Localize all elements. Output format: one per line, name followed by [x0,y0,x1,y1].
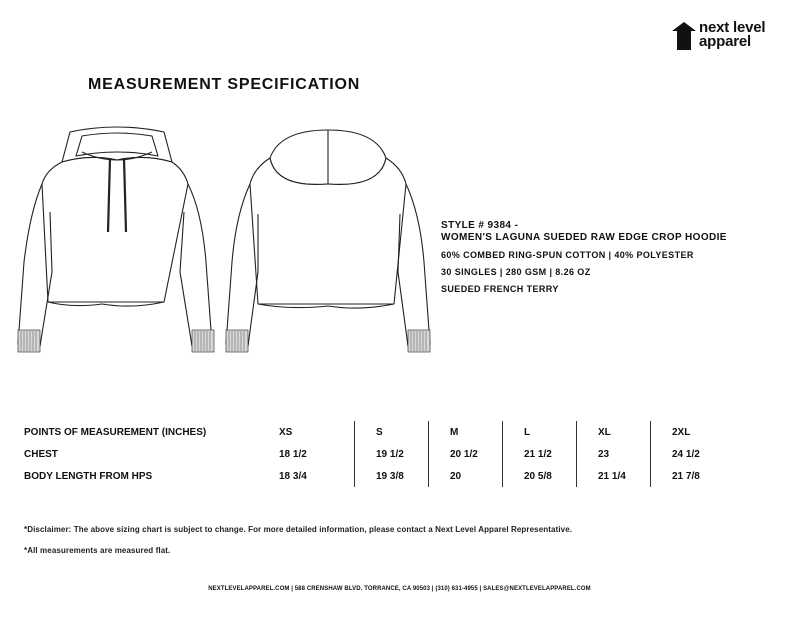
table-header-size: 2XL [651,421,712,443]
hoodie-front-illustration [12,122,222,372]
table-cell: 20 5/8 [503,465,577,487]
table-row [24,443,711,465]
style-number: STYLE # 9384 - [441,220,519,231]
table-row-label: CHEST [24,448,58,460]
table-cell: 19 1/2 [355,443,429,465]
measurement-table [24,421,711,487]
hoodie-back-illustration [220,122,436,372]
table-header-size: XL [577,421,651,443]
brand-logo [672,20,790,54]
tshirt-logo-icon [672,22,696,50]
table-cell: 20 1/2 [429,443,503,465]
disclaimer-text: *Disclaimer: The above sizing chart is subject to change. For more detailed information, please contact a Next Level Apparel Representative. [24,525,573,534]
table-header-size: XS [279,426,293,438]
style-info [441,220,727,295]
table-cell: 23 [577,443,651,465]
page-title: MEASUREMENT SPECIFICATION [88,76,361,93]
table-header-size: L [503,421,577,443]
table-cell: 18 1/2 [279,448,307,460]
table-header-label: POINTS OF MEASUREMENT (INCHES) [24,426,207,438]
table-cell: 19 3/8 [355,465,429,487]
table-header-size: S [355,421,429,443]
brand-name-line1: next level [699,19,766,36]
style-material: SUEDED FRENCH TERRY [441,284,559,294]
footer-contact: NEXTLEVELAPPAREL.COM | 588 CRENSHAW BLVD. TORRANCE, CA 90503 | (310) 631-4955 | SALES@NEXTLEVELAPPAREL.COM [208,586,591,592]
brand-name [699,21,765,49]
measurement-note: *All measurements are measured flat. [24,546,171,555]
table-header-size: M [429,421,503,443]
table-cell: 20 [429,465,503,487]
table-cell: 21 1/2 [503,443,577,465]
table-row-label: BODY LENGTH FROM HPS [24,470,153,482]
table-cell: 18 3/4 [279,470,307,482]
table-cell: 24 1/2 [651,443,712,465]
table-cell: 21 1/4 [577,465,651,487]
table-cell: 21 7/8 [651,465,712,487]
table-row [24,465,711,487]
style-specs: 30 SINGLES | 280 GSM | 8.26 OZ [441,267,591,277]
brand-name-line2: apparel [699,33,751,50]
style-name: WOMEN'S LAGUNA SUEDED RAW EDGE CROP HOODIE [441,232,727,243]
table-header-row [24,421,711,443]
style-fabric: 60% COMBED RING-SPUN COTTON | 40% POLYESTER [441,250,694,260]
